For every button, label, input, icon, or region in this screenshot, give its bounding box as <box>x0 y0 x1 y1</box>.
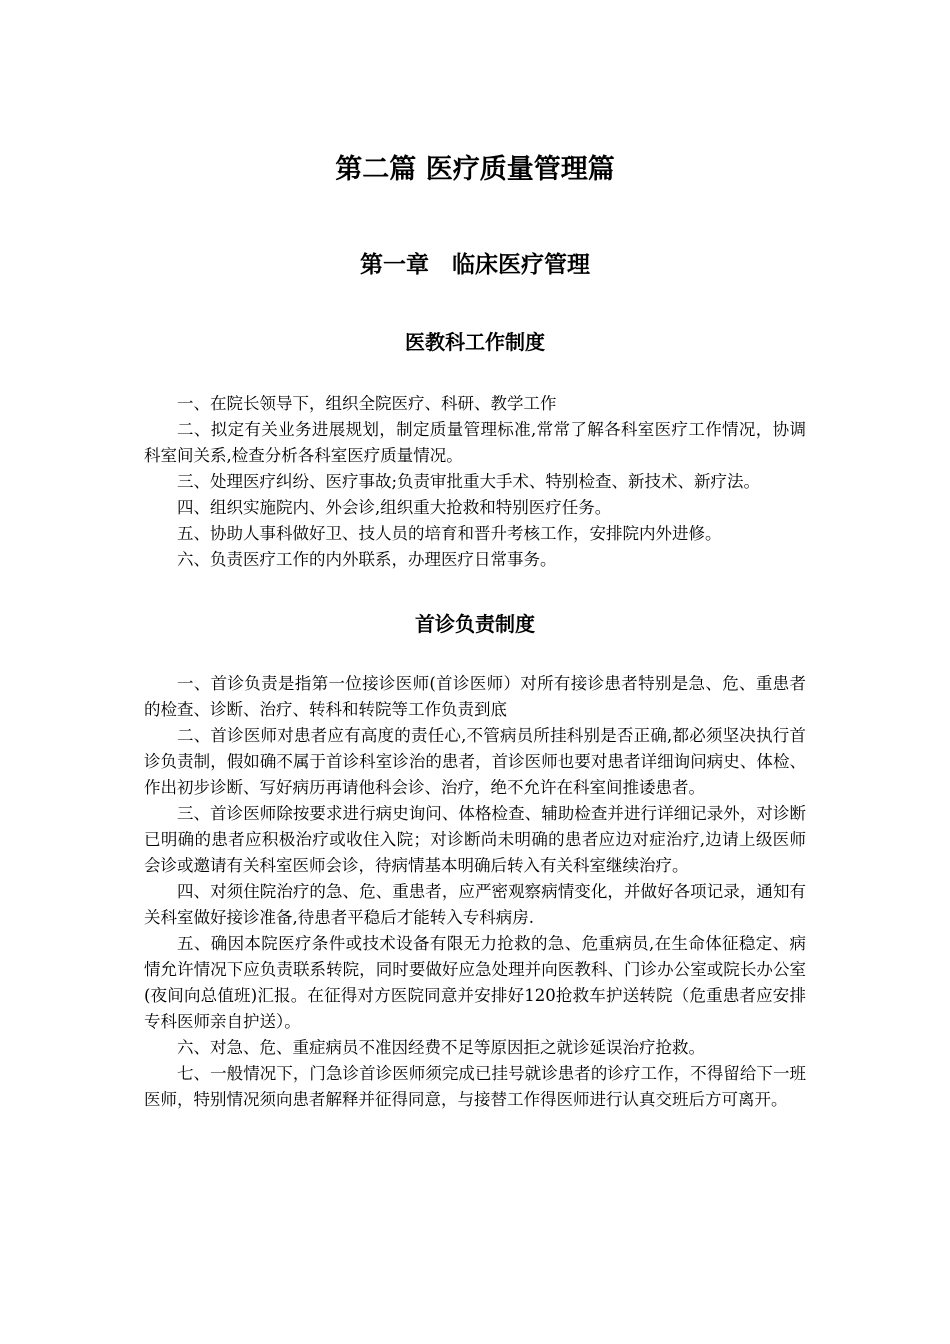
paragraph: 二、首诊医师对患者应有高度的责任心,不管病员所挂科别是否正确,都必须坚决执行首诊负责制，假如确不属于首诊科室诊治的患者，首诊医师也要对患者详细询问病史、体检、作出初步诊断、写好病历再请他科会诊、治疗，绝不允许在科室间推诿患者。 <box>144 726 806 797</box>
paragraph: 四、对须住院治疗的急、危、重患者，应严密观察病情变化，并做好各项记录，通知有关科室做好接诊准备,待患者平稳后才能转入专科病房. <box>144 882 806 927</box>
paragraph: 一、首诊负责是指第一位接诊医师(首诊医师）对所有接诊患者特别是急、危、重患者的检查、诊断、治疗、转科和转院等工作负责到底 <box>144 674 806 719</box>
section-body-medical-education-office <box>144 391 806 573</box>
part-title: 第二篇 医疗质量管理篇 <box>335 154 615 185</box>
section-title-medical-education-office: 医教科工作制度 <box>405 330 545 354</box>
paragraph: 五、协助人事科做好卫、技人员的培育和晋升考核工作，安排院内外进修。 <box>177 524 722 543</box>
paragraph: 七、一般情况下，门急诊首诊医师须完成已挂号就诊患者的诊疗工作，不得留给下一班医师，特别情况须向患者解释并征得同意，与接替工作得医师进行认真交班后方可离开。 <box>144 1064 806 1109</box>
paragraph: 二、拟定有关业务进展规划，制定质量管理标准,常常了解各科室医疗工作情况，协调科室间关系,检查分析各科室医疗质量情况。 <box>144 420 806 465</box>
chapter-title: 第一章 临床医疗管理 <box>360 252 590 278</box>
paragraph: 六、负责医疗工作的内外联系，办理医疗日常事务。 <box>177 550 557 569</box>
paragraph: 六、对急、危、重症病员不准因经费不足等原因拒之就诊延误治疗抢救。 <box>177 1038 705 1057</box>
paragraph: 三、处理医疗纠纷、医疗事故;负责审批重大手术、特别检查、新技术、新疗法。 <box>177 472 761 491</box>
section-body-first-visit-responsibility <box>144 671 806 1113</box>
paragraph: 三、首诊医师除按要求进行病史询问、体格检查、辅助检查并进行详细记录外，对诊断已明确的患者应积极治疗或收住入院；对诊断尚未明确的患者应边对症治疗,边请上级医师会诊或邀请有关科室医师会诊，待病情基本明确后转入有关科室继续治疗。 <box>144 804 806 875</box>
paragraph: 五、确因本院医疗条件或技术设备有限无力抢救的急、危重病员,在生命体征稳定、病情允许情况下应负责联系转院，同时要做好应急处理并向医教科、门诊办公室或院长办公室(夜间向总值班)汇报。在征得对方医院同意并安排好120抢救车护送转院（危重患者应安排专科医师亲自护送）。 <box>144 934 806 1031</box>
paragraph: 一、在院长领导下，组织全院医疗、科研、教学工作 <box>177 394 557 413</box>
section-title-first-visit-responsibility: 首诊负责制度 <box>415 612 535 636</box>
paragraph: 四、组织实施院内、外会诊,组织重大抢救和特别医疗任务。 <box>177 498 612 517</box>
